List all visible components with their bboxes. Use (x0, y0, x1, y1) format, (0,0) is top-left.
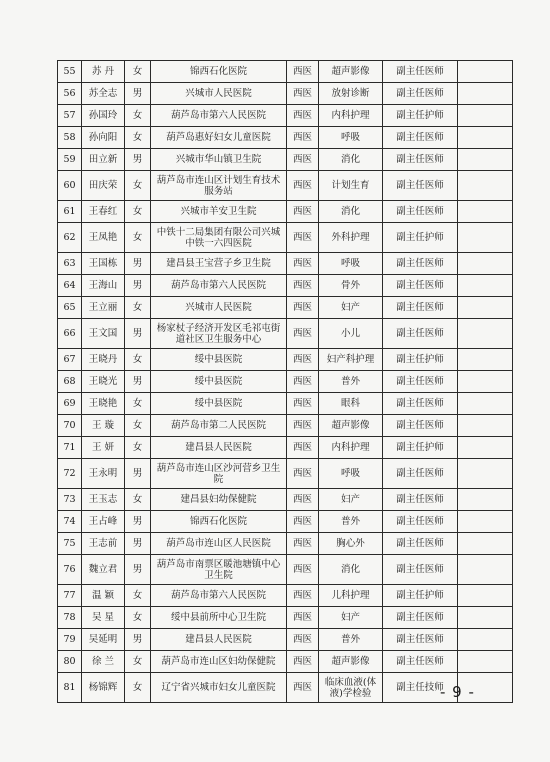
row-number-cell: 64 (58, 275, 82, 297)
sex-cell: 女 (125, 127, 151, 149)
row-number-cell: 67 (58, 349, 82, 371)
category-cell: 西医 (287, 201, 319, 223)
blank-cell (458, 459, 513, 489)
row-number-cell: 69 (58, 393, 82, 415)
professional-title-cell: 副主任医师 (383, 415, 458, 437)
work-unit-cell: 葫芦岛市南票区暖池塘镇中心卫生院 (151, 555, 287, 585)
specialty-cell: 呼吸 (319, 127, 383, 149)
work-unit-cell: 辽宁省兴城市妇女儿童医院 (151, 673, 287, 703)
specialty-cell: 眼科 (319, 393, 383, 415)
table-row (58, 61, 513, 83)
personnel-table (57, 60, 513, 703)
specialty-cell: 妇产科护理 (319, 349, 383, 371)
person-name-cell: 温 颖 (82, 585, 125, 607)
category-cell: 西医 (287, 275, 319, 297)
work-unit-cell: 葫芦岛市第六人民医院 (151, 105, 287, 127)
blank-cell (458, 607, 513, 629)
sex-cell: 女 (125, 415, 151, 437)
category-cell: 西医 (287, 297, 319, 319)
row-number-cell: 58 (58, 127, 82, 149)
work-unit-cell: 葫芦岛市第六人民医院 (151, 275, 287, 297)
person-name-cell: 孙向阳 (82, 127, 125, 149)
specialty-cell: 计划生育 (319, 171, 383, 201)
row-number-cell: 74 (58, 511, 82, 533)
category-cell: 西医 (287, 105, 319, 127)
work-unit-cell: 建昌县王宝营子乡卫生院 (151, 253, 287, 275)
row-number-cell: 72 (58, 459, 82, 489)
person-name-cell: 王玉志 (82, 489, 125, 511)
row-number-cell: 56 (58, 83, 82, 105)
blank-cell (458, 275, 513, 297)
work-unit-cell: 建昌县人民医院 (151, 629, 287, 651)
category-cell: 西医 (287, 415, 319, 437)
person-name-cell: 王立丽 (82, 297, 125, 319)
table-row (58, 585, 513, 607)
table-row (58, 127, 513, 149)
work-unit-cell: 建昌县妇幼保健院 (151, 489, 287, 511)
professional-title-cell: 副主任技师 (383, 673, 458, 703)
category-cell: 西医 (287, 533, 319, 555)
work-unit-cell: 建昌县人民医院 (151, 437, 287, 459)
table-row (58, 437, 513, 459)
table-row (58, 555, 513, 585)
professional-title-cell: 副主任医师 (383, 149, 458, 171)
category-cell: 西医 (287, 459, 319, 489)
blank-cell (458, 393, 513, 415)
person-name-cell: 徐 兰 (82, 651, 125, 673)
blank-cell (458, 83, 513, 105)
page-number: - 9 - (440, 683, 475, 701)
row-number-cell: 65 (58, 297, 82, 319)
sex-cell: 女 (125, 201, 151, 223)
professional-title-cell: 副主任医师 (383, 253, 458, 275)
professional-title-cell: 副主任医师 (383, 275, 458, 297)
sex-cell: 男 (125, 533, 151, 555)
table-row (58, 297, 513, 319)
row-number-cell: 73 (58, 489, 82, 511)
table-row (58, 511, 513, 533)
person-name-cell: 王永明 (82, 459, 125, 489)
table-row (58, 415, 513, 437)
category-cell: 西医 (287, 149, 319, 171)
blank-cell (458, 415, 513, 437)
specialty-cell: 普外 (319, 371, 383, 393)
specialty-cell: 普外 (319, 511, 383, 533)
category-cell: 西医 (287, 253, 319, 275)
professional-title-cell: 副主任医师 (383, 555, 458, 585)
table-row (58, 171, 513, 201)
professional-title-cell: 副主任护师 (383, 223, 458, 253)
blank-cell (458, 585, 513, 607)
specialty-cell: 消化 (319, 201, 383, 223)
person-name-cell: 吴延明 (82, 629, 125, 651)
person-name-cell: 王春红 (82, 201, 125, 223)
blank-cell (458, 253, 513, 275)
category-cell: 西医 (287, 673, 319, 703)
blank-cell (458, 533, 513, 555)
row-number-cell: 77 (58, 585, 82, 607)
table-row (58, 459, 513, 489)
professional-title-cell: 副主任护师 (383, 349, 458, 371)
row-number-cell: 60 (58, 171, 82, 201)
blank-cell (458, 629, 513, 651)
specialty-cell: 呼吸 (319, 253, 383, 275)
sex-cell: 女 (125, 171, 151, 201)
category-cell: 西医 (287, 319, 319, 349)
work-unit-cell: 兴城市人民医院 (151, 297, 287, 319)
table-row (58, 83, 513, 105)
sex-cell: 男 (125, 555, 151, 585)
specialty-cell: 外科护理 (319, 223, 383, 253)
row-number-cell: 78 (58, 607, 82, 629)
row-number-cell: 80 (58, 651, 82, 673)
sex-cell: 男 (125, 83, 151, 105)
specialty-cell: 超声影像 (319, 415, 383, 437)
sex-cell: 女 (125, 105, 151, 127)
category-cell: 西医 (287, 629, 319, 651)
person-name-cell: 王凤艳 (82, 223, 125, 253)
table-row (58, 319, 513, 349)
work-unit-cell: 锦西石化医院 (151, 511, 287, 533)
person-name-cell: 王晓光 (82, 371, 125, 393)
table-row (58, 349, 513, 371)
table-row (58, 533, 513, 555)
row-number-cell: 63 (58, 253, 82, 275)
category-cell: 西医 (287, 489, 319, 511)
blank-cell (458, 297, 513, 319)
category-cell: 西医 (287, 585, 319, 607)
work-unit-cell: 锦西石化医院 (151, 61, 287, 83)
table-row (58, 149, 513, 171)
professional-title-cell: 副主任护师 (383, 437, 458, 459)
specialty-cell: 超声影像 (319, 651, 383, 673)
professional-title-cell: 副主任医师 (383, 319, 458, 349)
specialty-cell: 呼吸 (319, 459, 383, 489)
table-row (58, 393, 513, 415)
specialty-cell: 临床血液(体液)学检验 (319, 673, 383, 703)
professional-title-cell: 副主任医师 (383, 511, 458, 533)
category-cell: 西医 (287, 371, 319, 393)
sex-cell: 男 (125, 459, 151, 489)
specialty-cell: 小儿 (319, 319, 383, 349)
category-cell: 西医 (287, 393, 319, 415)
professional-title-cell: 副主任医师 (383, 171, 458, 201)
person-name-cell: 孙国玲 (82, 105, 125, 127)
category-cell: 西医 (287, 127, 319, 149)
category-cell: 西医 (287, 607, 319, 629)
work-unit-cell: 绥中县医院 (151, 349, 287, 371)
work-unit-cell: 葫芦岛市连山区人民医院 (151, 533, 287, 555)
row-number-cell: 81 (58, 673, 82, 703)
sex-cell: 女 (125, 673, 151, 703)
professional-title-cell: 副主任医师 (383, 533, 458, 555)
sex-cell: 男 (125, 149, 151, 171)
work-unit-cell: 葫芦岛市第六人民医院 (151, 585, 287, 607)
category-cell: 西医 (287, 223, 319, 253)
row-number-cell: 61 (58, 201, 82, 223)
table-row (58, 651, 513, 673)
person-name-cell: 苏 丹 (82, 61, 125, 83)
blank-cell (458, 371, 513, 393)
sex-cell: 女 (125, 607, 151, 629)
sex-cell: 女 (125, 437, 151, 459)
category-cell: 西医 (287, 511, 319, 533)
row-number-cell: 70 (58, 415, 82, 437)
professional-title-cell: 副主任护师 (383, 585, 458, 607)
work-unit-cell: 兴城市人民医院 (151, 83, 287, 105)
sex-cell: 女 (125, 297, 151, 319)
person-name-cell: 苏全志 (82, 83, 125, 105)
table-row (58, 629, 513, 651)
row-number-cell: 79 (58, 629, 82, 651)
category-cell: 西医 (287, 349, 319, 371)
professional-title-cell: 副主任医师 (383, 127, 458, 149)
work-unit-cell: 兴城市华山镇卫生院 (151, 149, 287, 171)
sex-cell: 男 (125, 629, 151, 651)
category-cell: 西医 (287, 437, 319, 459)
professional-title-cell: 副主任医师 (383, 629, 458, 651)
person-name-cell: 王志前 (82, 533, 125, 555)
specialty-cell: 胸心外 (319, 533, 383, 555)
person-name-cell: 王晓丹 (82, 349, 125, 371)
sex-cell: 男 (125, 319, 151, 349)
row-number-cell: 55 (58, 61, 82, 83)
blank-cell (458, 349, 513, 371)
category-cell: 西医 (287, 171, 319, 201)
professional-title-cell: 副主任医师 (383, 489, 458, 511)
work-unit-cell: 绥中县前所中心卫生院 (151, 607, 287, 629)
sex-cell: 男 (125, 253, 151, 275)
sex-cell: 男 (125, 511, 151, 533)
sex-cell: 女 (125, 223, 151, 253)
work-unit-cell: 中铁十二局集团有限公司兴城中铁一六四医院 (151, 223, 287, 253)
professional-title-cell: 副主任医师 (383, 651, 458, 673)
specialty-cell: 妇产 (319, 489, 383, 511)
specialty-cell: 消化 (319, 555, 383, 585)
person-name-cell: 杨锦辉 (82, 673, 125, 703)
person-name-cell: 田庆荣 (82, 171, 125, 201)
sex-cell: 女 (125, 489, 151, 511)
table-row (58, 253, 513, 275)
row-number-cell: 75 (58, 533, 82, 555)
work-unit-cell: 兴城市羊安卫生院 (151, 201, 287, 223)
specialty-cell: 放射诊断 (319, 83, 383, 105)
work-unit-cell: 杨家杖子经济开发区毛祁屯街道社区卫生服务中心 (151, 319, 287, 349)
table-row (58, 201, 513, 223)
sex-cell: 女 (125, 585, 151, 607)
table-row (58, 275, 513, 297)
sex-cell: 男 (125, 371, 151, 393)
professional-title-cell: 副主任医师 (383, 607, 458, 629)
category-cell: 西医 (287, 83, 319, 105)
work-unit-cell: 绥中县医院 (151, 393, 287, 415)
person-name-cell: 吴 星 (82, 607, 125, 629)
table-row (58, 105, 513, 127)
professional-title-cell: 副主任护师 (383, 105, 458, 127)
specialty-cell: 超声影像 (319, 61, 383, 83)
person-name-cell: 王 妍 (82, 437, 125, 459)
table-row (58, 607, 513, 629)
blank-cell (458, 127, 513, 149)
work-unit-cell: 葫芦岛惠好妇女儿童医院 (151, 127, 287, 149)
person-name-cell: 魏立君 (82, 555, 125, 585)
sex-cell: 女 (125, 393, 151, 415)
blank-cell (458, 149, 513, 171)
person-name-cell: 田立新 (82, 149, 125, 171)
row-number-cell: 57 (58, 105, 82, 127)
person-name-cell: 王国栋 (82, 253, 125, 275)
blank-cell (458, 319, 513, 349)
specialty-cell: 儿科护理 (319, 585, 383, 607)
blank-cell (458, 171, 513, 201)
person-name-cell: 王晓艳 (82, 393, 125, 415)
professional-title-cell: 副主任医师 (383, 83, 458, 105)
row-number-cell: 62 (58, 223, 82, 253)
row-number-cell: 76 (58, 555, 82, 585)
professional-title-cell: 副主任医师 (383, 371, 458, 393)
professional-title-cell: 副主任医师 (383, 459, 458, 489)
category-cell: 西医 (287, 555, 319, 585)
specialty-cell: 普外 (319, 629, 383, 651)
professional-title-cell: 副主任医师 (383, 297, 458, 319)
specialty-cell: 骨外 (319, 275, 383, 297)
row-number-cell: 59 (58, 149, 82, 171)
row-number-cell: 66 (58, 319, 82, 349)
specialty-cell: 内科护理 (319, 437, 383, 459)
blank-cell (458, 201, 513, 223)
blank-cell (458, 651, 513, 673)
table-row (58, 489, 513, 511)
professional-title-cell: 副主任医师 (383, 61, 458, 83)
person-name-cell: 王 璇 (82, 415, 125, 437)
blank-cell (458, 61, 513, 83)
professional-title-cell: 副主任医师 (383, 393, 458, 415)
category-cell: 西医 (287, 61, 319, 83)
work-unit-cell: 葫芦岛市第二人民医院 (151, 415, 287, 437)
blank-cell (458, 223, 513, 253)
row-number-cell: 68 (58, 371, 82, 393)
row-number-cell: 71 (58, 437, 82, 459)
specialty-cell: 内科护理 (319, 105, 383, 127)
professional-title-cell: 副主任医师 (383, 201, 458, 223)
sex-cell: 女 (125, 651, 151, 673)
sex-cell: 男 (125, 275, 151, 297)
blank-cell (458, 555, 513, 585)
sex-cell: 女 (125, 349, 151, 371)
person-name-cell: 王文国 (82, 319, 125, 349)
person-name-cell: 王海山 (82, 275, 125, 297)
specialty-cell: 妇产 (319, 607, 383, 629)
blank-cell (458, 105, 513, 127)
specialty-cell: 消化 (319, 149, 383, 171)
table-row (58, 371, 513, 393)
work-unit-cell: 葫芦岛市连山区妇幼保健院 (151, 651, 287, 673)
table-row (58, 223, 513, 253)
work-unit-cell: 葫芦岛市连山区沙河营乡卫生院 (151, 459, 287, 489)
work-unit-cell: 绥中县医院 (151, 371, 287, 393)
blank-cell (458, 437, 513, 459)
blank-cell (458, 489, 513, 511)
person-name-cell: 王占峰 (82, 511, 125, 533)
sex-cell: 女 (125, 61, 151, 83)
specialty-cell: 妇产 (319, 297, 383, 319)
blank-cell (458, 511, 513, 533)
category-cell: 西医 (287, 651, 319, 673)
work-unit-cell: 葫芦岛市连山区计划生育技术服务站 (151, 171, 287, 201)
